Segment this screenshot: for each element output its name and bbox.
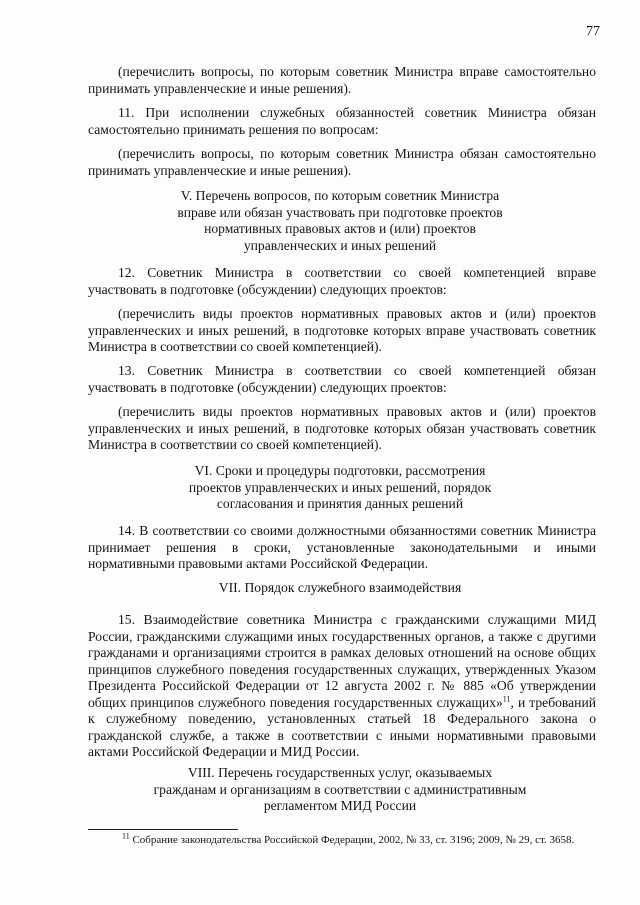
footnote-ref-11[interactable]: 11	[502, 693, 511, 703]
section-vi-heading	[100, 463, 580, 513]
section-viii-heading	[100, 765, 580, 815]
section-vi-line-1: VI. Сроки и процедуры подготовки, рассмотрения	[194, 463, 486, 478]
section-viii-line-3: регламентом МИД России	[263, 798, 417, 813]
footnote	[88, 831, 598, 847]
paragraph-13-list: (перечислить виды проектов нормативных правовых актов и (или) проектов управленческих и иных решений, в подготовке которых обязан участвовать советник Министра в соответствии со своей компетенцией).	[88, 404, 596, 452]
section-vii-line-1: VII. Порядок служебного взаимодействия	[218, 580, 462, 595]
paragraph-rights-list: (перечислить вопросы, по которым советник Министра вправе самостоятельно принимать управленческие и иные решения).	[88, 64, 596, 96]
paragraph-duties-list: (перечислить вопросы, по которым советник Министра обязан самостоятельно принимать управленческие и иные решения).	[88, 146, 596, 178]
section-vi-line-2: проектов управленческих и иных решений, порядок	[188, 479, 492, 495]
footnote-number: 11	[122, 831, 130, 841]
section-vi-line-3: согласования и принятия данных решений	[216, 496, 464, 511]
section-v-line-3: нормативных правовых актов и (или) проектов	[204, 221, 476, 236]
footnote-text: Собрание законодательства Российской Федерации, 2002, № 33, ст. 3196; 2009, № 29, ст. 3658.	[129, 834, 575, 846]
paragraph-15	[88, 612, 596, 761]
paragraph-15-text-after: , и требований к служебному поведению, установленных статьей 18 Федерального закона о гражданской службе, а также в соответствии с иными нормативными правовыми актами Российской Федерации и МИД России.	[88, 694, 597, 759]
paragraph-12-list: (перечислить виды проектов нормативных правовых актов и (или) проектов управленческих и иных решений, в подготовке которых вправе участвовать советник Министра в соответствии со своей компетенцией).	[88, 306, 596, 354]
section-v-line-1: V. Перечень вопросов, по которым советник Министра	[180, 188, 500, 203]
paragraph-12: 12. Советник Министра в соответствии со своей компетенцией вправе участвовать в подготовке (обсуждении) следующих проектов:	[88, 265, 596, 297]
section-v-line-2: вправе или обязан участвовать при подготовке проектов	[177, 204, 503, 220]
section-v-heading	[100, 188, 580, 254]
paragraph-13: 13. Советник Министра в соответствии со своей компетенцией обязан участвовать в подготовке (обсуждении) следующих проектов:	[88, 363, 596, 395]
section-vii-heading	[100, 580, 580, 597]
page-number: 77	[586, 24, 600, 39]
section-viii-line-1: VIII. Перечень государственных услуг, оказываемых	[187, 765, 493, 780]
footnote-divider	[88, 829, 238, 830]
paragraph-14: 14. В соответствии со своими должностными обязанностями советник Министра принимает решения в сроки, установленные законодательными и иными нормативными правовыми актами Российской Федерации.	[88, 523, 596, 571]
section-v-line-4: управленческих и иных решений	[243, 237, 437, 253]
paragraph-15-text-before: 15. Взаимодействие советника Министра с гражданскими служащими МИД России, гражданскими служащими иных государственных органов, а также с другими гражданами и организациями строится в рамках деловых отношений на основе общих принципов служебного поведения государственных служащих, утвержденных Указом Президента Российской Федерации от 12 августа 2002 г. № 885 «Об утверждении общих принципов служебного поведения государственных служащих»	[88, 612, 596, 710]
section-viii-line-2: гражданам и организациям в соответствии с административным	[153, 781, 527, 797]
paragraph-11: 11. При исполнении служебных обязанностей советник Министра обязан самостоятельно принимать решения по вопросам:	[88, 105, 596, 137]
